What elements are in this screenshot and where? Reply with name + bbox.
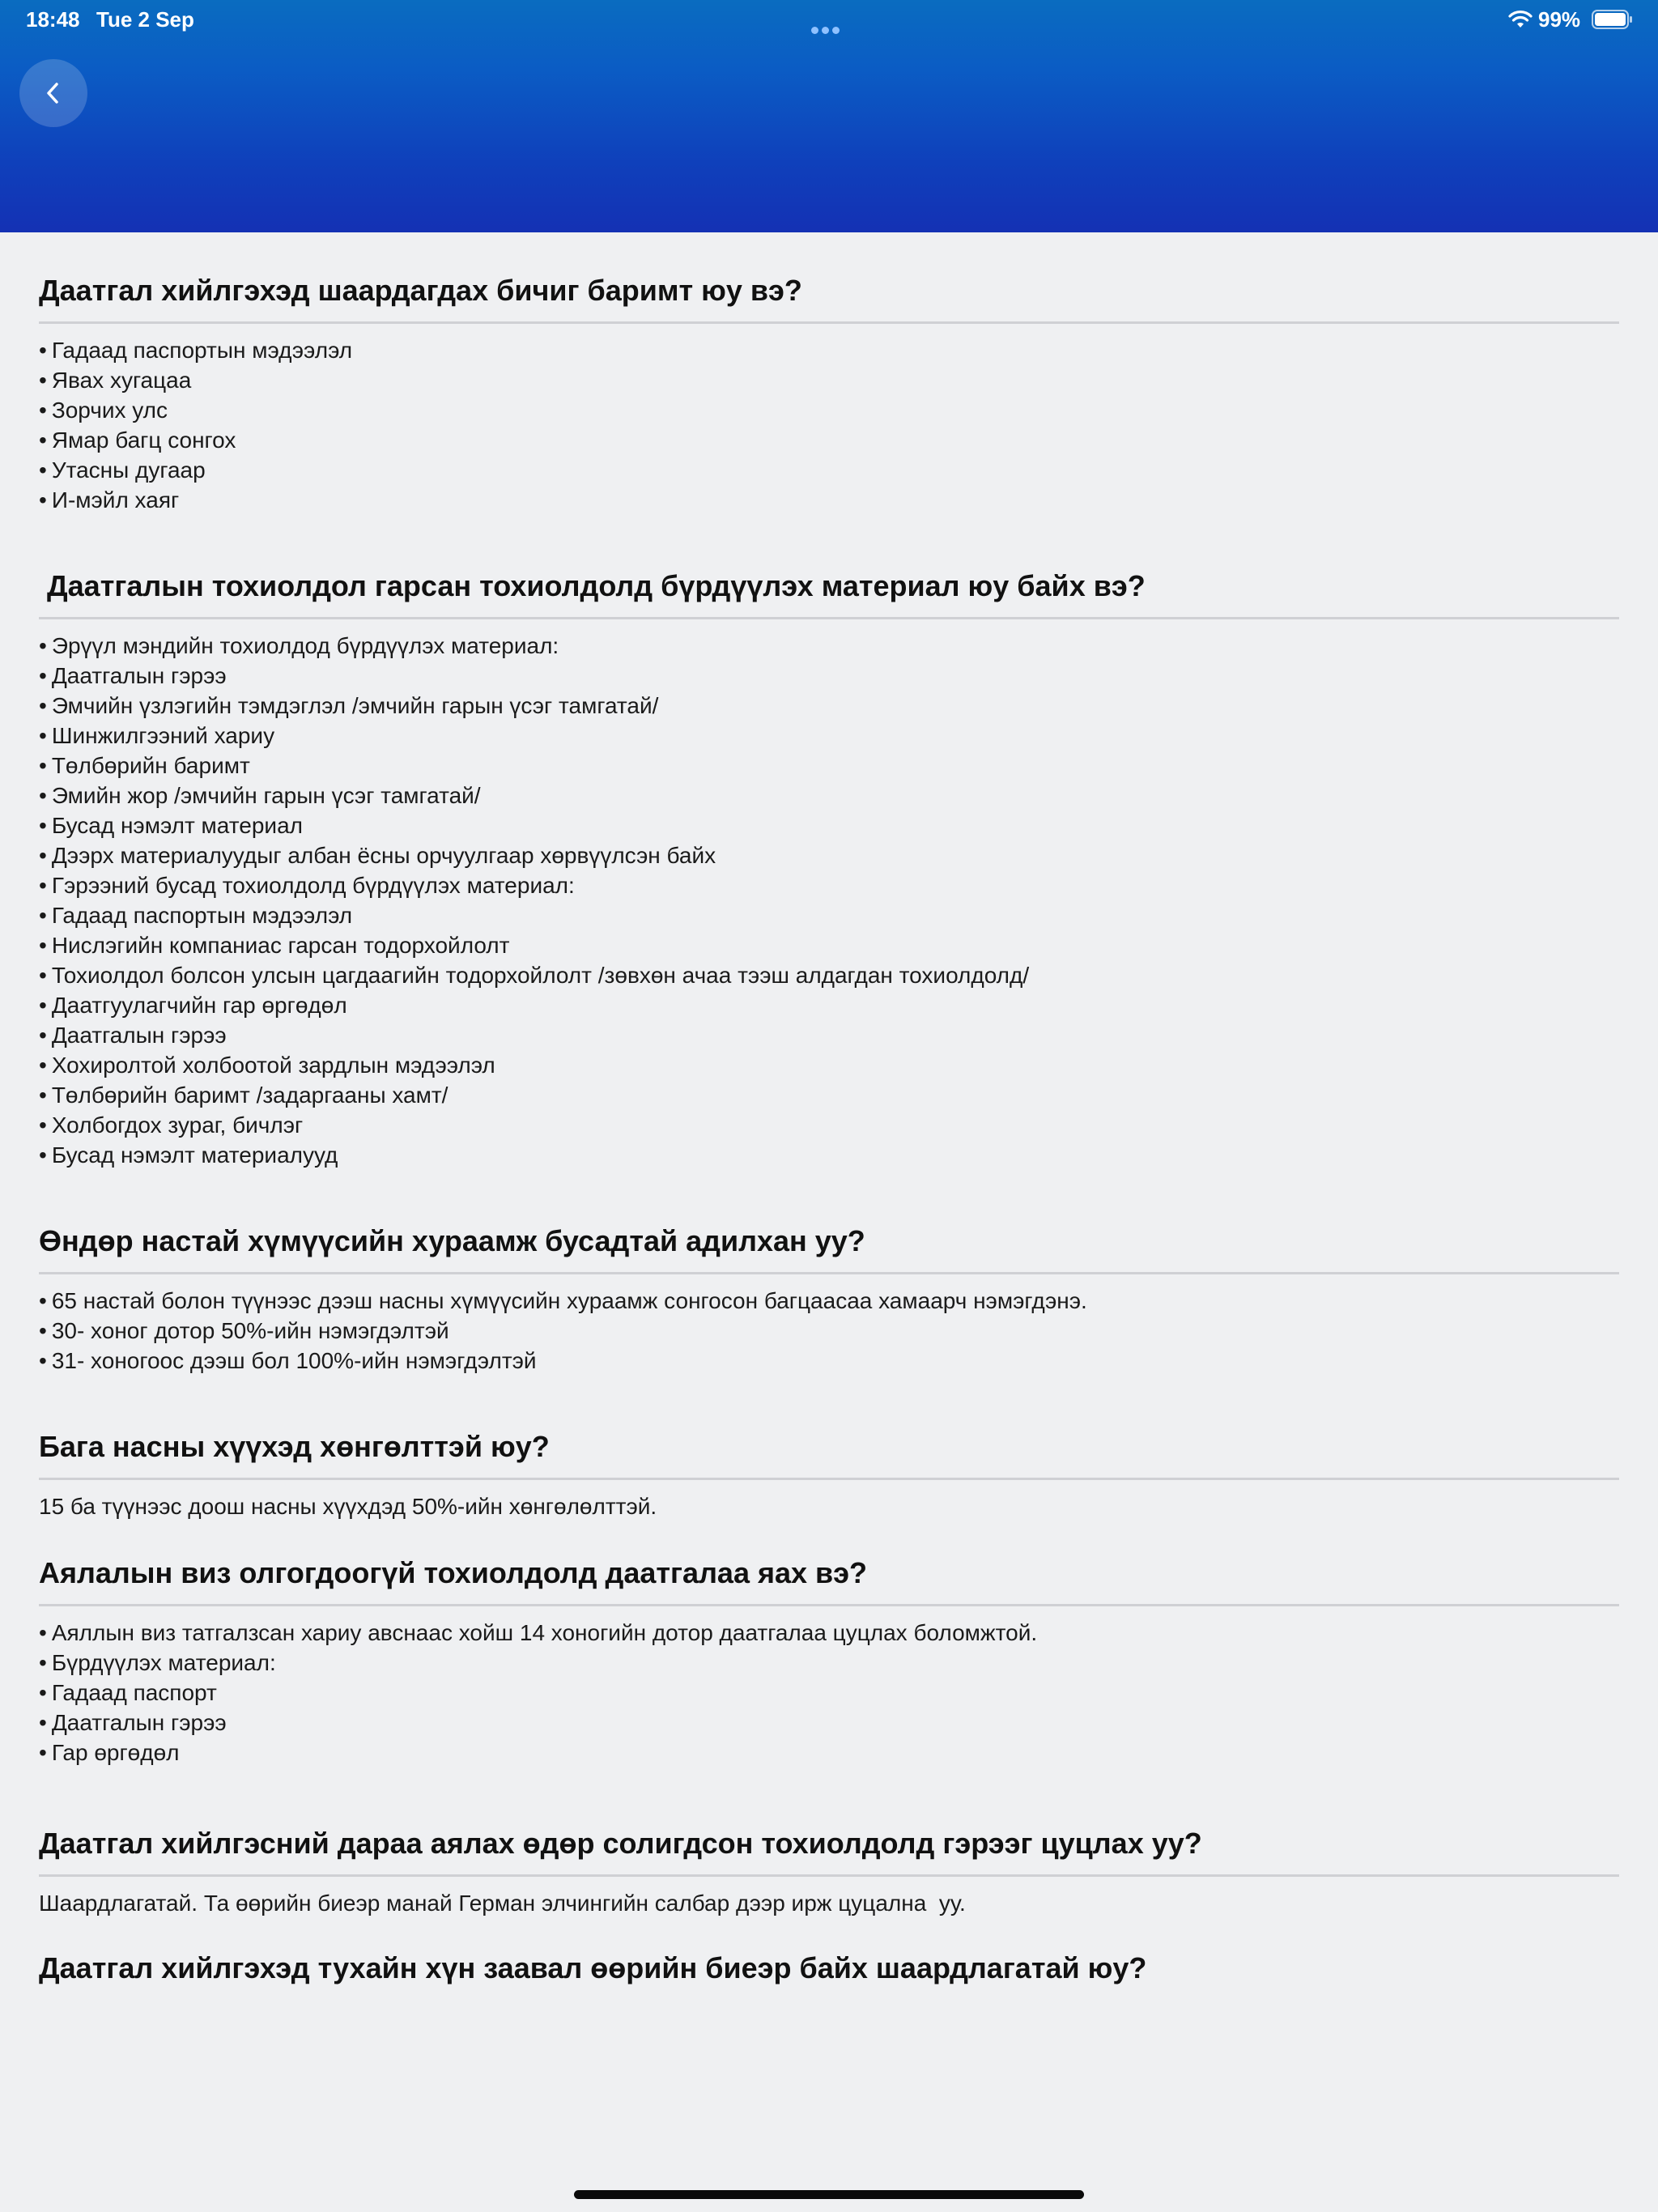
list-item: • Гар өргөдөл — [39, 1738, 1619, 1767]
list-item: • 31- хоногоос дээш бол 100%-ийн нэмэгдэлтэй — [39, 1346, 1619, 1376]
list-item: • Даатгалын гэрээ — [39, 661, 1619, 691]
status-date: Tue 2 Sep — [96, 7, 194, 32]
faq-question: Даатгалын тохиолдол гарсан тохиолдолд бүрдүүлэх материал юу байх вэ? — [39, 569, 1146, 602]
faq-question: Даатгал хийлгэхэд шаардагдах бичиг баримт юу вэ? — [39, 274, 802, 307]
list-item: • 30- хоног дотор 50%-ийн нэмэгдэлтэй — [39, 1316, 1619, 1346]
status-time: 18:48 — [26, 7, 80, 32]
faq-section-in-person — [39, 1918, 1619, 1991]
faq-question: Даатгал хийлгэхэд тухайн хүн заавал өөрийн биеэр байх шаардлагатай юу? — [39, 1951, 1147, 1984]
list-item: • Зорчих улс — [39, 395, 1619, 425]
faq-section-child-discount — [39, 1376, 1619, 1521]
list-item: • Гадаад паспортын мэдээлэл — [39, 900, 1619, 930]
faq-question: Даатгал хийлгэсний дараа аялах өдөр солигдсон тохиолдолд гэрээг цуцлах уу? — [39, 1827, 1202, 1860]
list-item: • Бүрдүүлэх материал: — [39, 1648, 1619, 1678]
list-item: • Даатгуулагчийн гар өргөдөл — [39, 990, 1619, 1020]
list-item: • Шинжилгээний хариу — [39, 721, 1619, 751]
faq-answer-list — [39, 335, 1619, 515]
list-item: • Даатгалын гэрээ — [39, 1020, 1619, 1050]
list-item: • Төлбөрийн баримт — [39, 751, 1619, 781]
faq-question: Аялалын виз олгогдоогүй тохиолдолд даатгалаа яах вэ? — [39, 1556, 868, 1589]
chevron-left-icon — [41, 79, 66, 107]
list-item: • Гадаад паспортын мэдээлэл — [39, 335, 1619, 365]
divider — [39, 1478, 1619, 1480]
list-item: • Дээрх материалуудыг албан ёсны орчуулгаар хөрвүүлсэн байх — [39, 840, 1619, 870]
header — [0, 0, 1658, 232]
list-item: • Эмийн жор /эмчийн гарын үсэг тамгатай/ — [39, 781, 1619, 810]
faq-section-required-documents — [39, 232, 1619, 515]
faq-answer: 15 ба түүнээс доош насны хүүхдэд 50%-ийн хөнгөлөлттэй. — [39, 1494, 657, 1519]
list-item: • Холбогдох зураг, бичлэг — [39, 1110, 1619, 1140]
list-item: • Тохиолдол болсон улсын цагдаагийн тодорхойлолт /зөвхөн ачаа тээш алдагдан тохиолдолд/ — [39, 960, 1619, 990]
divider — [39, 1272, 1619, 1274]
faq-section-claim-materials — [39, 515, 1619, 1170]
list-item: • Аяллын виз татгалзсан хариу авснаас хойш 14 хоногийн дотор даатгалаа цуцлах боломжтой. — [39, 1618, 1619, 1648]
list-item: • Эмчийн үзлэгийн тэмдэглэл /эмчийн гарын үсэг тамгатай/ — [39, 691, 1619, 721]
divider — [39, 321, 1619, 324]
list-item: • Хохиролтой холбоотой зардлын мэдээлэл — [39, 1050, 1619, 1080]
list-item: • Нислэгийн компаниас гарсан тодорхойлолт — [39, 930, 1619, 960]
faq-answer-list — [39, 1618, 1619, 1767]
divider — [39, 617, 1619, 619]
home-indicator[interactable] — [574, 2190, 1084, 2199]
faq-question: Өндөр настай хүмүүсийн хураамж бусадтай адилхан уу? — [39, 1224, 865, 1257]
divider — [39, 1604, 1619, 1606]
back-button[interactable] — [19, 59, 87, 127]
list-item: • Эрүүл мэндийн тохиолдод бүрдүүлэх материал: — [39, 631, 1619, 661]
battery-percent: 99% — [1538, 7, 1581, 32]
faq-section-visa-denied — [39, 1521, 1619, 1767]
faq-answer-list — [39, 631, 1619, 1170]
faq-answer-list — [39, 1286, 1619, 1376]
list-item: • И-мэйл хаяг — [39, 485, 1619, 515]
list-item: • Бусад нэмэлт материал — [39, 810, 1619, 840]
status-bar — [0, 0, 1658, 39]
list-item: • Бусад нэмэлт материалууд — [39, 1140, 1619, 1170]
list-item: • Ямар багц сонгох — [39, 425, 1619, 455]
list-item: • Даатгалын гэрээ — [39, 1708, 1619, 1738]
list-item: • Төлбөрийн баримт /задаргааны хамт/ — [39, 1080, 1619, 1110]
list-item: • Утасны дугаар — [39, 455, 1619, 485]
divider — [39, 1874, 1619, 1877]
faq-section-elderly-premium — [39, 1170, 1619, 1376]
wifi-icon — [1507, 8, 1533, 29]
list-item: • Гэрээний бусад тохиолдолд бүрдүүлэх материал: — [39, 870, 1619, 900]
faq-section-travel-date-change — [39, 1767, 1619, 1918]
faq-answer: Шаардлагатай. Та өөрийн биеэр манай Герман элчингийн салбар дээр ирж цуцална уу. — [39, 1891, 966, 1916]
faq-content — [39, 232, 1619, 1991]
faq-question: Бага насны хүүхэд хөнгөлттэй юу? — [39, 1430, 550, 1463]
multitasking-dots-icon[interactable] — [811, 15, 847, 23]
battery-icon — [1592, 10, 1634, 29]
list-item: • 65 настай болон түүнээс дээш насны хүмүүсийн хураамж сонгосон багцаасаа хамаарч нэмэгдэнэ. — [39, 1286, 1619, 1316]
list-item: • Явах хугацаа — [39, 365, 1619, 395]
list-item: • Гадаад паспорт — [39, 1678, 1619, 1708]
